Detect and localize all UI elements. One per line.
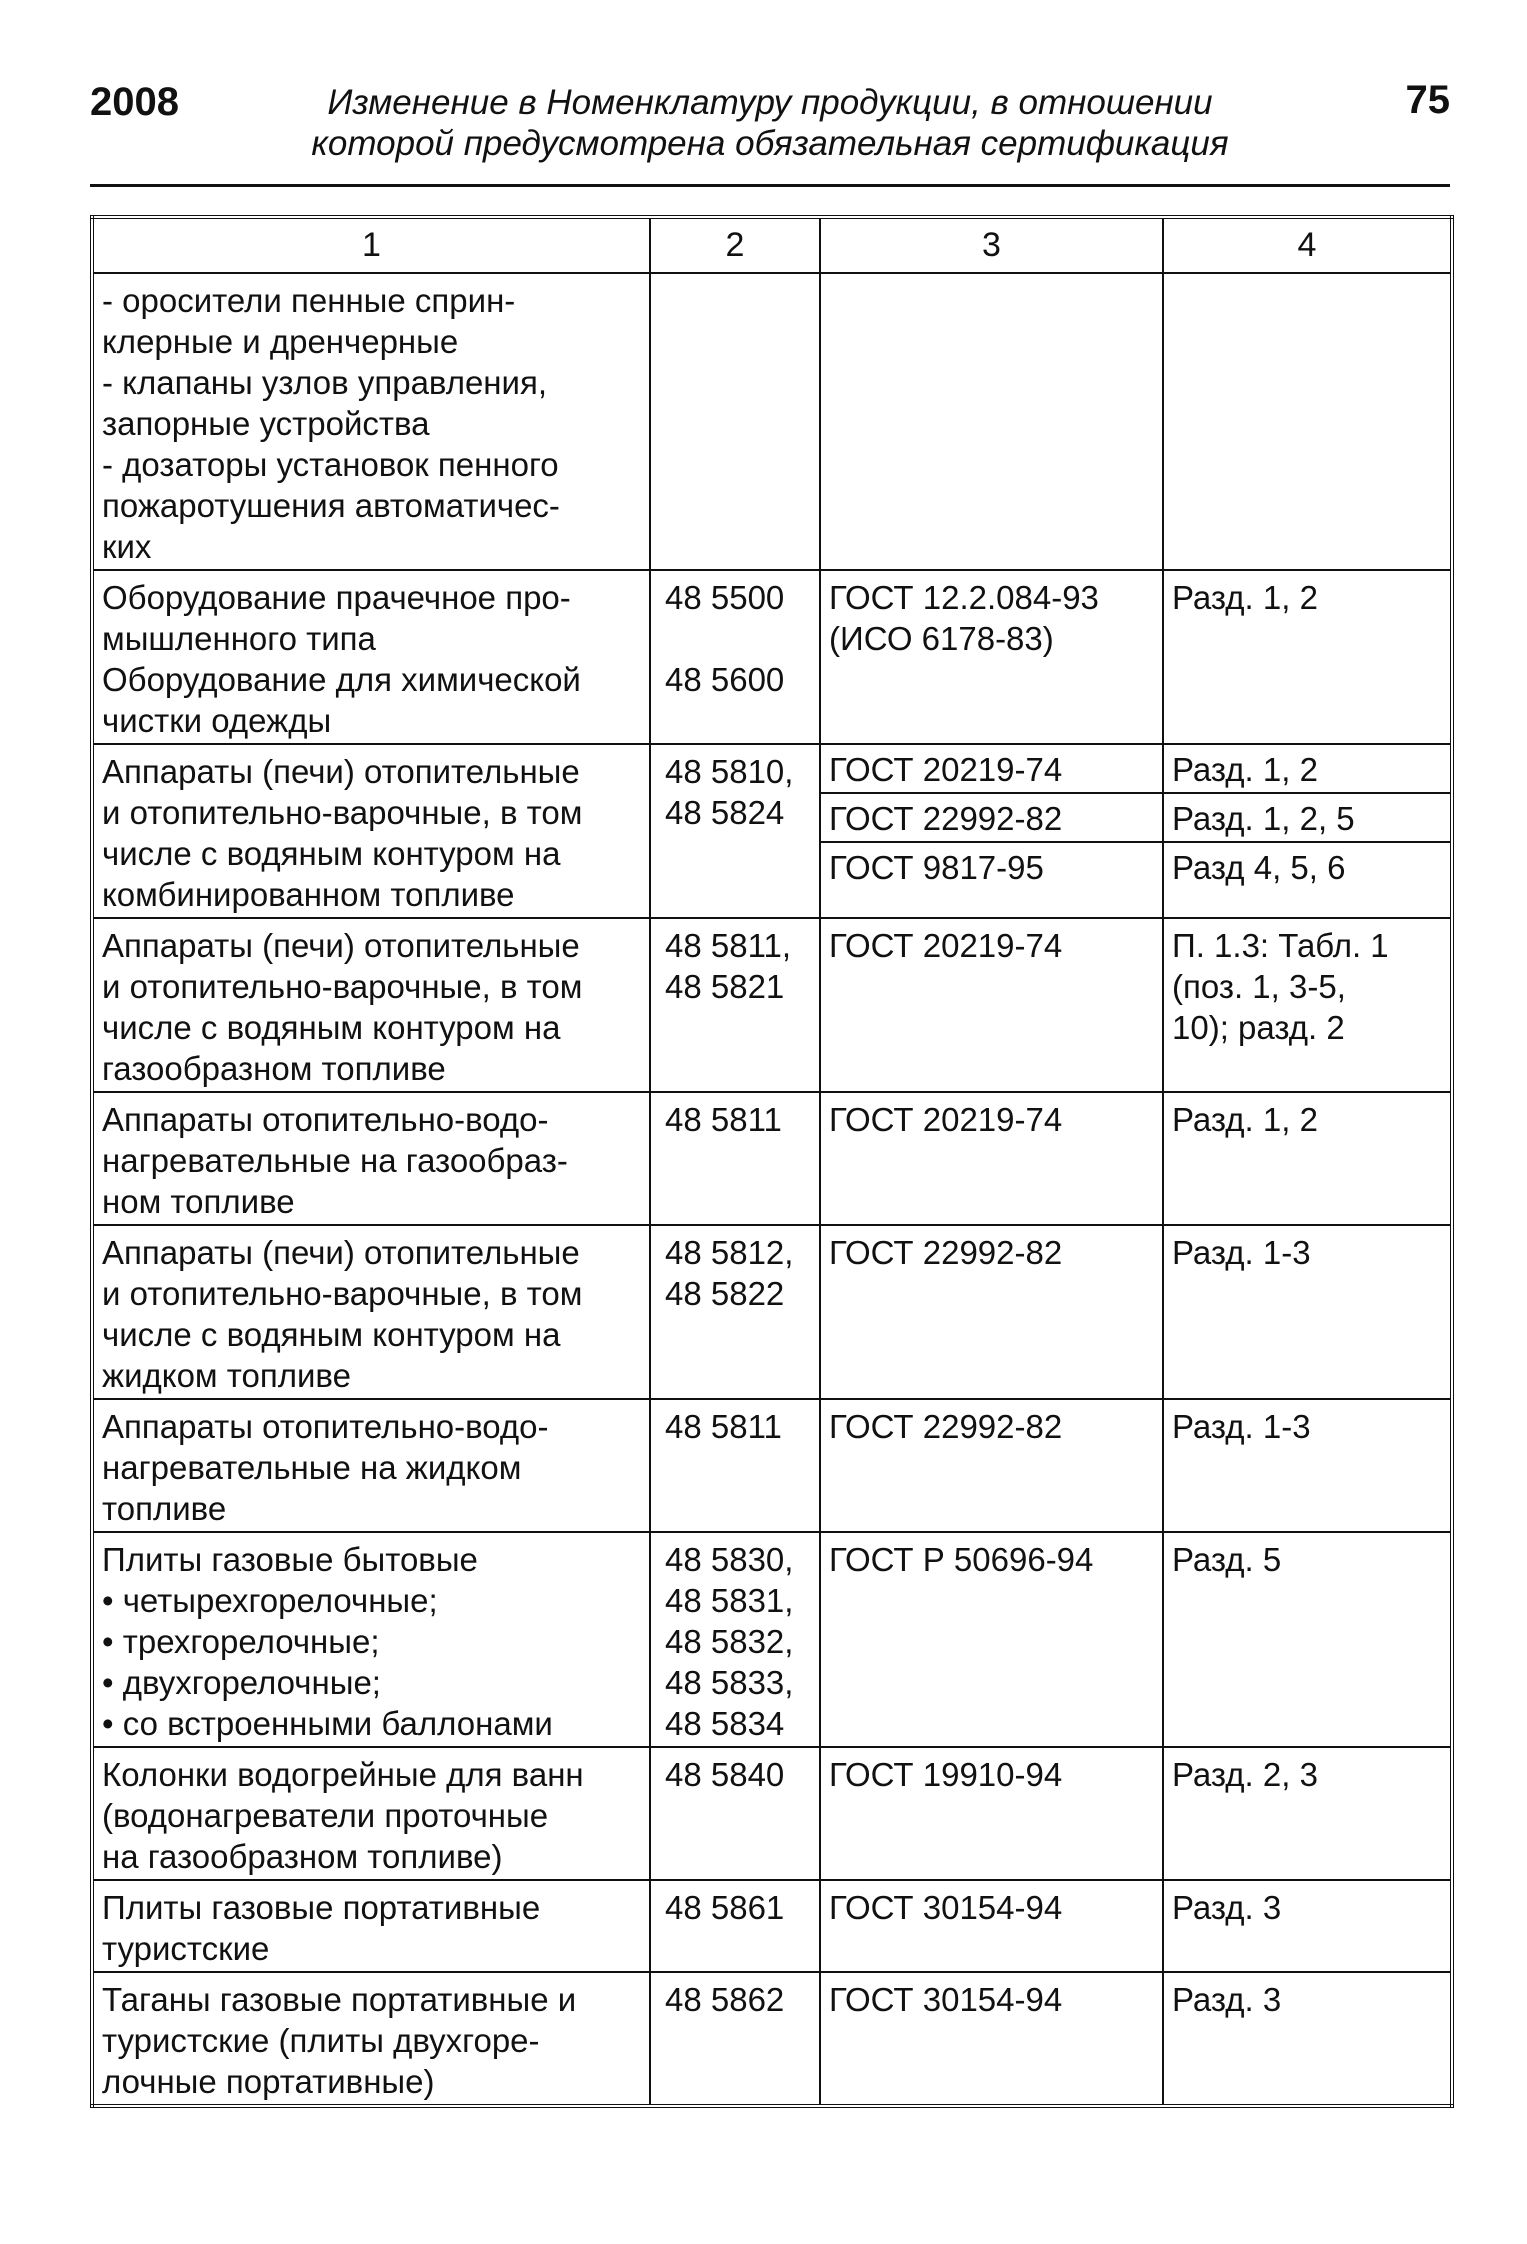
cell-text-line: (водонагреватели проточные xyxy=(102,1797,549,1834)
cell-text-line: нагревательные на газообраз- xyxy=(102,1142,568,1179)
cell-text-line: Аппараты (печи) отопительные xyxy=(102,1234,580,1271)
table-cell-col-1 xyxy=(92,1880,650,1972)
cell-text-line: туристские (плиты двухгоре- xyxy=(102,2022,540,2059)
header-title xyxy=(240,82,1300,164)
column-header-4: 4 xyxy=(1163,217,1452,273)
column-header-1: 1 xyxy=(92,217,650,273)
column-header-3: 3 xyxy=(820,217,1163,273)
cell-text-line: (ИСО 6178-83) xyxy=(829,620,1054,657)
table-cell-col-4 xyxy=(1163,1225,1452,1399)
cell-text-line: 48 5834 xyxy=(665,1705,785,1742)
table-row xyxy=(92,570,1452,744)
table-row xyxy=(92,918,1452,1092)
cell-text-line: Колонки водогрейные для ванн xyxy=(102,1756,584,1793)
cell-text-line: и отопительно-варочные, в том xyxy=(102,968,583,1005)
table-cell-col-1 xyxy=(92,1532,650,1747)
cell-text-line: ГОСТ 20219-74 xyxy=(829,1101,1063,1138)
table-cell-col-3 xyxy=(820,1747,1163,1880)
table-cell-col-1 xyxy=(92,1092,650,1225)
cell-text-line: жидком топливе xyxy=(102,1357,351,1394)
cell-text-line: туристские xyxy=(102,1930,270,1967)
cell-text-line: ГОСТ 22992-82 xyxy=(829,1408,1063,1445)
header-divider xyxy=(90,184,1450,187)
cell-text-line: ГОСТ 30154-94 xyxy=(829,1889,1063,1926)
cell-text-line: Аппараты (печи) отопительные xyxy=(102,927,580,964)
cell-text-line: лочные портативные) xyxy=(102,2063,435,2100)
cell-text-line: 48 5500 xyxy=(665,579,785,616)
table-cell-col-2 xyxy=(650,918,820,1092)
table-row xyxy=(92,1225,1452,1399)
cell-text-line: 48 5811 xyxy=(665,1101,782,1138)
cell-text-line: ГОСТ 20219-74 xyxy=(821,745,1162,794)
cell-text-line: Разд. 1-3 xyxy=(1172,1234,1311,1271)
cell-text-line: П. 1.3: Табл. 1 xyxy=(1172,927,1389,964)
cell-text-line: 48 5832, xyxy=(665,1623,794,1660)
table-row xyxy=(92,1399,1452,1532)
table-cell-col-2 xyxy=(650,1532,820,1747)
cell-text-line: чистки одежды xyxy=(102,702,332,739)
table-row xyxy=(92,744,1452,918)
cell-text-line: ГОСТ 30154-94 xyxy=(829,1981,1063,2018)
table-cell-col-3 xyxy=(820,744,1163,918)
cell-text-line: Разд. 1, 2 xyxy=(1164,745,1450,794)
table-cell-col-2 xyxy=(650,273,820,570)
cell-text-line: 48 5861 xyxy=(665,1889,785,1926)
cell-text-line: Разд 4, 5, 6 xyxy=(1172,849,1346,886)
cell-text-line: комбинированном топливе xyxy=(102,876,515,913)
table-cell-col-4 xyxy=(1163,918,1452,1092)
table-cell-col-4 xyxy=(1163,273,1452,570)
cell-text-line: ГОСТ 19910-94 xyxy=(829,1756,1063,1793)
cell-text-line: ГОСТ 9817-95 xyxy=(829,849,1044,886)
cell-text-line: 48 5810, xyxy=(665,753,794,790)
cell-text-line: 48 5821 xyxy=(665,968,785,1005)
cell-text-line: газообразном топливе xyxy=(102,1050,446,1087)
table-cell-col-2 xyxy=(650,1225,820,1399)
cell-text-line: нагревательные на жидком xyxy=(102,1449,522,1486)
table-cell-col-4 xyxy=(1163,744,1452,918)
cell-text-line: 48 5822 xyxy=(665,1275,785,1312)
table-cell-col-2 xyxy=(650,570,820,744)
cell-text-line: Разд. 1, 2 xyxy=(1172,1101,1318,1138)
table-cell-col-2 xyxy=(650,1092,820,1225)
cell-text-line: Разд. 1, 2 xyxy=(1172,579,1318,616)
column-header-2: 2 xyxy=(650,217,820,273)
table-cell-col-3 xyxy=(820,1092,1163,1225)
certification-table xyxy=(90,215,1454,2108)
cell-text-line: топливе xyxy=(102,1490,227,1527)
cell-text-line: и отопительно-варочные, в том xyxy=(102,794,583,831)
cell-text-line: 48 5600 xyxy=(665,661,785,698)
table-cell-col-1 xyxy=(92,744,650,918)
table-cell-col-3 xyxy=(820,273,1163,570)
cell-text-line: 48 5833, xyxy=(665,1664,794,1701)
table-cell-col-3 xyxy=(820,918,1163,1092)
table-body xyxy=(92,273,1452,2106)
cell-text-line: Разд. 5 xyxy=(1172,1541,1282,1578)
cell-text-line: Аппараты отопительно-водо- xyxy=(102,1101,549,1138)
table-cell-col-2 xyxy=(650,744,820,918)
table-header-row xyxy=(92,217,1452,273)
cell-text-line: • двухгорелочные; xyxy=(102,1664,381,1701)
cell-text-line: Плиты газовые портативные xyxy=(102,1889,541,1926)
table-cell-col-1 xyxy=(92,273,650,570)
cell-text-line: Плиты газовые бытовые xyxy=(102,1541,478,1578)
cell-text-line: ГОСТ 20219-74 xyxy=(829,927,1063,964)
cell-text-line: ГОСТ 22992-82 xyxy=(829,1234,1063,1271)
table-row xyxy=(92,273,1452,570)
cell-text-line: 48 5840 xyxy=(665,1756,785,1793)
page-header xyxy=(90,74,1450,194)
table-row xyxy=(92,1747,1452,1880)
header-title-line-2: которой предусмотрена обязательная сертификация xyxy=(311,124,1229,163)
cell-text-line: 48 5824 xyxy=(665,794,785,831)
cell-text-line: числе с водяным контуром на xyxy=(102,835,561,872)
table-cell-col-4 xyxy=(1163,1972,1452,2106)
cell-text-line: Разд. 1, 2, 5 xyxy=(1164,794,1450,843)
table-cell-col-2 xyxy=(650,1880,820,1972)
cell-text-line: - оросители пенные сприн- xyxy=(102,282,516,319)
cell-text-line: ГОСТ 22992-82 xyxy=(821,794,1162,843)
table-row xyxy=(92,1532,1452,1747)
cell-text-line: на газообразном топливе) xyxy=(102,1838,503,1875)
table-cell-col-1 xyxy=(92,1972,650,2106)
cell-text-line: - клапаны узлов управления, xyxy=(102,364,548,401)
cell-text-line: • со встроенными баллонами xyxy=(102,1705,553,1742)
cell-text-line: клерные и дренчерные xyxy=(102,323,459,360)
table-cell-col-2 xyxy=(650,1972,820,2106)
table-cell-col-3 xyxy=(820,1225,1163,1399)
table-cell-col-1 xyxy=(92,1225,650,1399)
table-cell-col-4 xyxy=(1163,1532,1452,1747)
cell-text-line: пожаротушения автоматичес- xyxy=(102,487,560,524)
table-cell-col-1 xyxy=(92,570,650,744)
cell-text-line: ких xyxy=(102,528,152,565)
header-year: 2008 xyxy=(90,80,179,124)
table-cell-col-4 xyxy=(1163,1092,1452,1225)
cell-text-line: • четырехгорелочные; xyxy=(102,1582,438,1619)
table-row xyxy=(92,1092,1452,1225)
cell-text-line: ГОСТ Р 50696-94 xyxy=(829,1541,1094,1578)
cell-text-line: 48 5811 xyxy=(665,1408,782,1445)
cell-text-line: (поз. 1, 3-5, xyxy=(1172,968,1346,1005)
table-cell-col-3 xyxy=(820,1880,1163,1972)
cell-text-line: 48 5811, xyxy=(665,927,792,964)
certification-table-container xyxy=(90,215,1450,2108)
cell-text-line: 48 5812, xyxy=(665,1234,794,1271)
cell-text-line: ном топливе xyxy=(102,1183,295,1220)
table-cell-col-4 xyxy=(1163,1880,1452,1972)
table-cell-col-2 xyxy=(650,1399,820,1532)
table-cell-col-4 xyxy=(1163,1747,1452,1880)
header-title-line-1: Изменение в Номенклатуру продукции, в отношении xyxy=(327,83,1213,122)
cell-text-line: • трехгорелочные; xyxy=(102,1623,380,1660)
cell-text-line: мышленного типа xyxy=(102,620,376,657)
cell-text-line xyxy=(665,618,811,659)
table-row xyxy=(92,1880,1452,1972)
table-cell-col-3 xyxy=(820,1532,1163,1747)
table-cell-col-2 xyxy=(650,1747,820,1880)
cell-text-line: 48 5831, xyxy=(665,1582,794,1619)
cell-text-line: 48 5862 xyxy=(665,1981,785,2018)
table-cell-col-1 xyxy=(92,918,650,1092)
table-cell-col-4 xyxy=(1163,570,1452,744)
table-cell-col-3 xyxy=(820,1399,1163,1532)
cell-text-line: и отопительно-варочные, в том xyxy=(102,1275,583,1312)
table-cell-col-4 xyxy=(1163,1399,1452,1532)
cell-text-line: Разд. 3 xyxy=(1172,1889,1282,1926)
cell-text-line: Оборудование прачечное про- xyxy=(102,579,571,616)
cell-text-line: Разд. 2, 3 xyxy=(1172,1756,1318,1793)
table-cell-col-3 xyxy=(820,570,1163,744)
cell-text-line: числе с водяным контуром на xyxy=(102,1009,561,1046)
table-cell-col-1 xyxy=(92,1399,650,1532)
cell-text-line: 48 5830, xyxy=(665,1541,794,1578)
cell-text-line: Аппараты (печи) отопительные xyxy=(102,753,580,790)
table-row xyxy=(92,1972,1452,2106)
cell-text-line: Оборудование для химической xyxy=(102,661,581,698)
cell-text-line: Разд. 1-3 xyxy=(1172,1408,1311,1445)
table-cell-col-3 xyxy=(820,1972,1163,2106)
cell-text-line: 10); разд. 2 xyxy=(1172,1009,1345,1046)
cell-text-line: Разд. 3 xyxy=(1172,1981,1282,2018)
cell-text-line: числе с водяным контуром на xyxy=(102,1316,561,1353)
table-cell-col-1 xyxy=(92,1747,650,1880)
cell-text-line: ГОСТ 12.2.084-93 xyxy=(829,579,1099,616)
cell-text-line: Аппараты отопительно-водо- xyxy=(102,1408,549,1445)
cell-text-line: запорные устройства xyxy=(102,405,430,442)
cell-text-line: - дозаторы установок пенного xyxy=(102,446,559,483)
cell-text-line: Таганы газовые портативные и xyxy=(102,1981,577,2018)
page-number: 75 xyxy=(1405,78,1450,122)
